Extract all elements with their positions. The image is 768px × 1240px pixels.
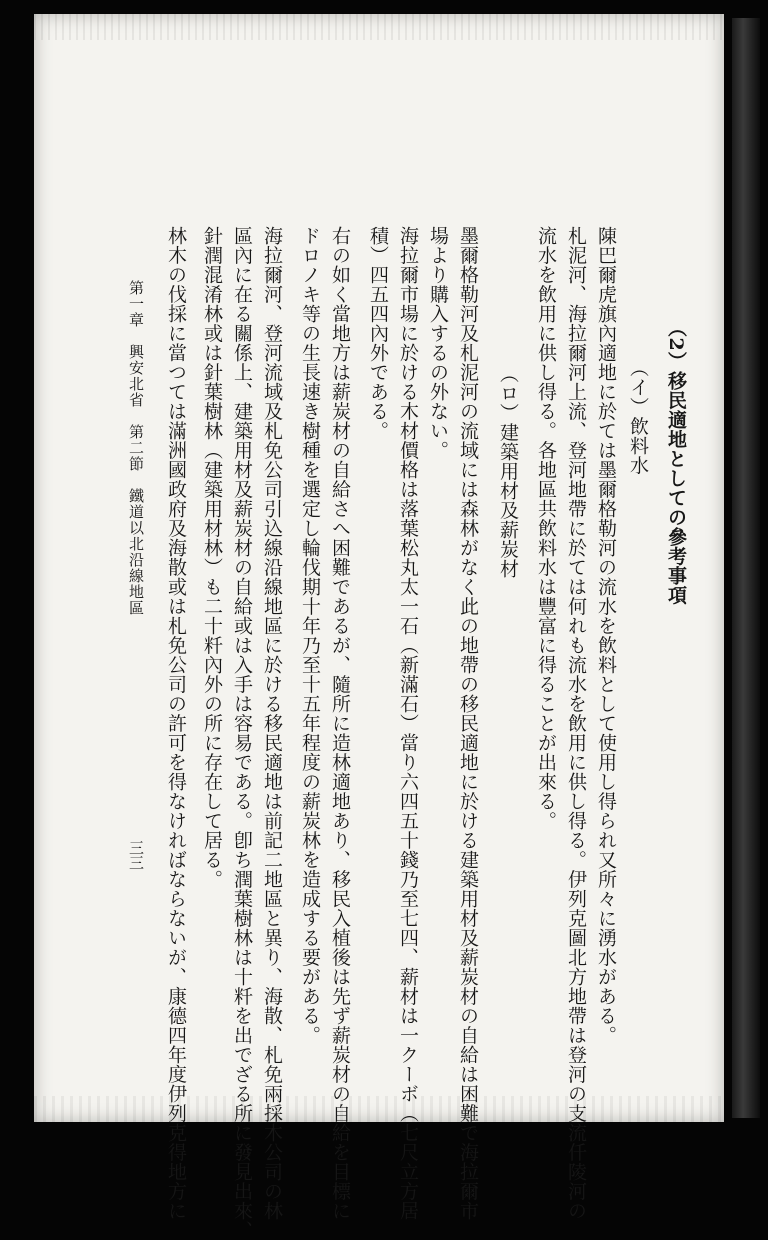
body-line: 右の如く當地方は薪炭材の自給さへ困難であるが、隨所に造林適地あり、移民入植後は先ず薪炭材の自給を目標に [329,226,351,1221]
body-line: 海拉爾市場に於ける木材價格は落葉松丸太一石（新滿石）當り六四五十錢乃至七四、薪材は一クーボ（七尺立方居 [397,226,419,1221]
body-line: 札泥河、海拉爾河上流、登河地帶に於ては何れも流水を飲用に供し得る。伊列克圖北方地帶は登河の支流仟陵河の [565,226,587,1221]
body-line: 流水を飲用に供し得る。各地區共飲料水は豐富に得ることが出來る。 [535,226,557,831]
subheading-drinking-water: （イ）飲料水 [627,358,649,475]
body-line: 林木の伐採に當つては滿洲國政府及海散或は札免公司の許可を得なければならないが、康德四年度伊列克得地方に [165,226,187,1221]
body-line: 針潤混淆林或は針葉樹林（建築用材林）も二十粁內外の所に存在して居る。 [201,226,223,889]
scan-noise-bottom [34,1096,724,1122]
body-line: 海拉爾河、登河流域及札免公司引込線沿線地區に於ける移民適地は前記二地區と異り、海散、札免兩採木公司の林 [261,226,283,1221]
subheading-timber: （ロ）建築用材及薪炭材 [497,364,519,579]
body-line: 積）四五四內外である。 [367,226,389,441]
running-footer: 第一章 興安北省 第二節 鐵道以北沿線地區 [127,280,145,616]
body-line: 區內に在る關係上、建築用材及薪炭材の自給或は入手は容易である。卽ち潤葉樹林は十粁を出でざる所に發見出來、 [231,226,253,1240]
body-line: 墨爾格勒河及札泥河の流域には森林がなく此の地帶の移民適地に於ける建築用材及薪炭材の自給は困難で海拉爾市 [457,226,479,1221]
body-line: 場より購入するの外ない。 [427,226,449,460]
page-number: 三三 [127,840,145,870]
scan-noise-top [34,14,724,40]
body-line: ドロノキ等の生長速き樹種を選定し輪伐期十年乃至十五年程度の薪炭林を造成する要がある。 [299,226,321,1045]
scan-edge [732,18,760,1118]
body-line: 陳巴爾虎旗內適地に於ては墨爾格勒河の流水を飲料として使用し得られ又所々に湧水がある。 [595,226,617,1045]
section-heading: （2）移民適地としての參考事項 [665,318,687,605]
